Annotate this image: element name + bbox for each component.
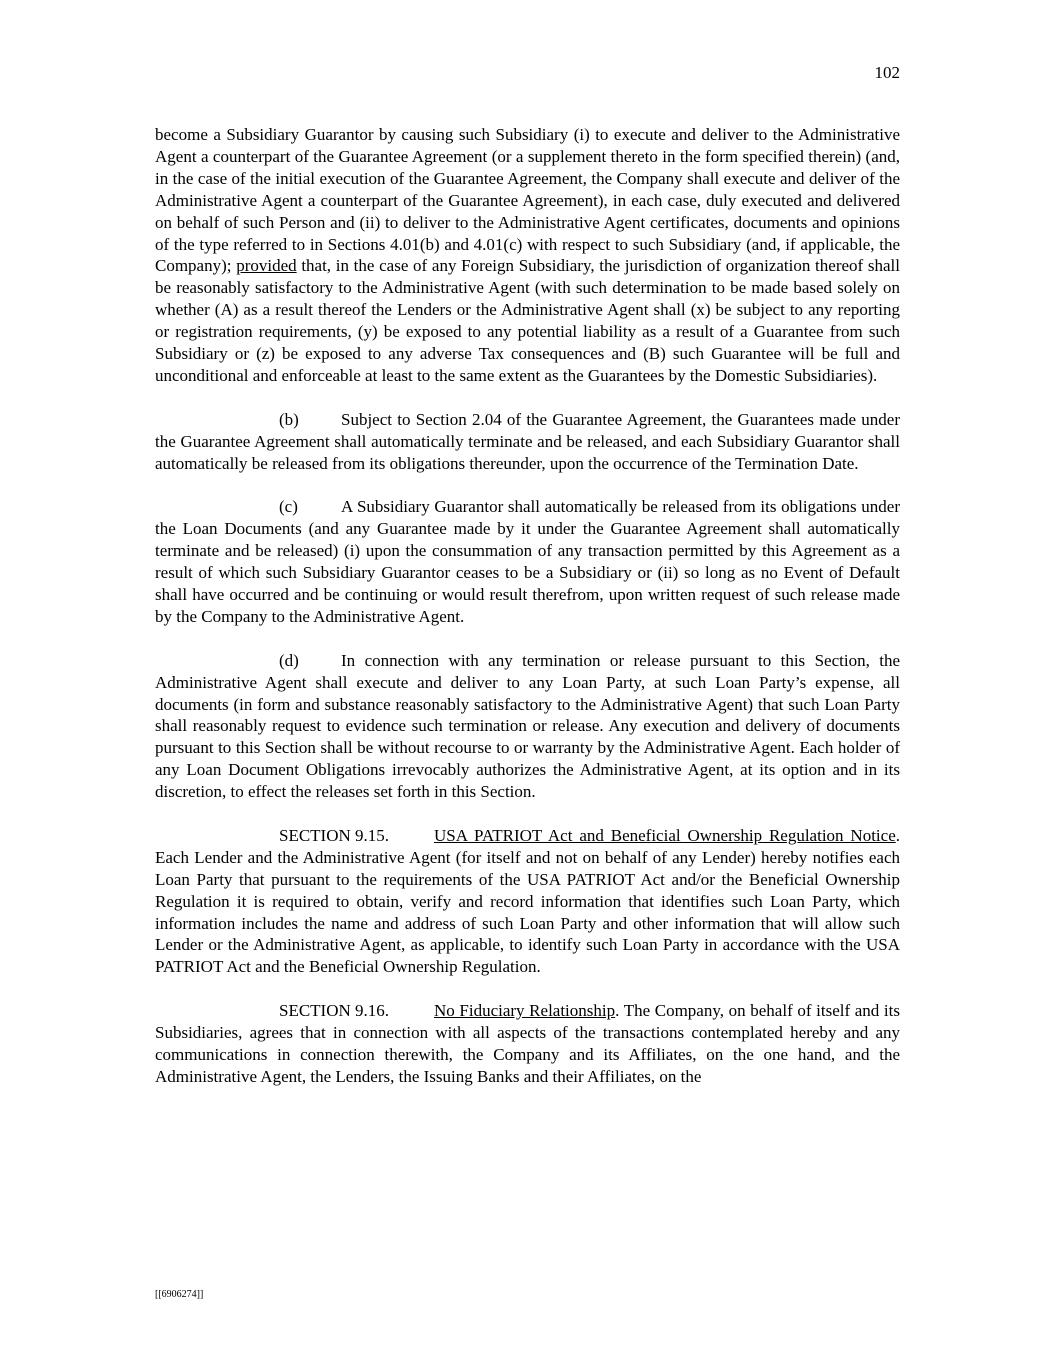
- clause-label: (d): [279, 650, 299, 670]
- page-number: 102: [874, 63, 900, 82]
- paragraph-b: [155, 409, 900, 475]
- paragraph-text: that, in the case of any Foreign Subsidiary, the jurisdiction of organization thereof shall be reasonably satisfactory to the Administrative Agent (with such determination to be made based solely on whether (A) as a result thereof the Lenders or the Administrative Agent shall (x) be subject to any reporting or registration requirements, (y) be exposed to any potential liability as a result of a Guarantee from such Subsidiary or (z) be exposed to any adverse Tax consequences and (B) such Guarantee will be full and unconditional and enforceable at least to the same extent as the Guarantees by the Domestic Subsidiaries).: [155, 256, 900, 385]
- section-number: SECTION 9.15.: [279, 825, 390, 845]
- section-text: . The Company, on behalf of itself and its Subsidiaries, agrees that in connection with all aspects of the transactions contemplated hereby and any communications in connection therewith, the Company and its Affiliates, on the one hand, and the Administrative Agent, the Lenders, the Issuing Banks and their Affiliates, on the: [155, 1001, 900, 1086]
- document-body: [155, 124, 900, 1110]
- paragraph-d: [155, 650, 900, 803]
- paragraph-continuation: [155, 124, 900, 387]
- section-title: No Fiduciary Relationship: [434, 1001, 616, 1021]
- paragraph-text: become a Subsidiary Guarantor by causing such Subsidiary (i) to execute and deliver to the Administrative Agent a counterpart of the Guarantee Agreement (or a supplement thereto in the form specified therein) (and, in the case of the initial execution of the Guarantee Agreement, the Company shall execute and deliver of the Administrative Agent a counterpart of the Guarantee Agreement), in each case, duly executed and delivered on behalf of such Person and (ii) to deliver to the Administrative Agent certificates, documents and opinions of the type referred to in Sections 4.01(b) and 4.01(c) with respect to such Subsidiary (and, if applicable, the Company);: [155, 125, 900, 276]
- section-title: USA PATRIOT Act and Beneficial Ownership Regulation Notice: [434, 825, 896, 845]
- section-9-16: [155, 1000, 900, 1088]
- clause-label: (c): [279, 497, 298, 517]
- provided-term: provided: [236, 256, 297, 276]
- section-number: SECTION 9.16.: [279, 1001, 390, 1021]
- section-text: . Each Lender and the Administrative Agent (for itself and not on behalf of any Lender) hereby notifies each Loan Party that pursuant to the requirements of the USA PATRIOT Act and/or the Beneficial Ownership Regulation it is required to obtain, verify and record information that identifies such Loan Party, which information includes the name and address of such Loan Party and other information that will allow such Lender or the Administrative Agent, as applicable, to identify such Loan Party in accordance with the USA PATRIOT Act and the Beneficial Ownership Regulation.: [155, 825, 900, 977]
- clause-text: Subject to Section 2.04 of the Guarantee Agreement, the Guarantees made under the Guarantee Agreement shall automatically terminate and be released, and each Subsidiary Guarantor shall automatically be released from its obligations thereunder, upon the occurrence of the Termination Date.: [155, 409, 900, 473]
- document-id-footer: [[6906274]]: [155, 1289, 204, 1300]
- clause-text: In connection with any termination or release pursuant to this Section, the Administrative Agent shall execute and deliver to any Loan Party, at such Loan Party’s expense, all documents (in form and substance reasonably satisfactory to the Administrative Agent) that such Loan Party shall reasonably request to evidence such termination or release. Any execution and delivery of documents pursuant to this Section shall be without recourse to or warranty by the Administrative Agent. Each holder of any Loan Document Obligations irrevocably authorizes the Administrative Agent, at its option and in its discretion, to effect the releases set forth in this Section.: [155, 650, 900, 802]
- section-9-15: [155, 825, 900, 978]
- clause-label: (b): [279, 409, 299, 429]
- clause-text: A Subsidiary Guarantor shall automatically be released from its obligations under the Loan Documents (and any Guarantee made by it under the Guarantee Agreement shall automatically terminate and be released) (i) upon the consummation of any transaction permitted by this Agreement as a result of which such Subsidiary Guarantor ceases to be a Subsidiary or (ii) so long as no Event of Default shall have occurred and be continuing or would result therefrom, upon written request of such release made by the Company to the Administrative Agent.: [155, 497, 900, 626]
- paragraph-c: [155, 496, 900, 627]
